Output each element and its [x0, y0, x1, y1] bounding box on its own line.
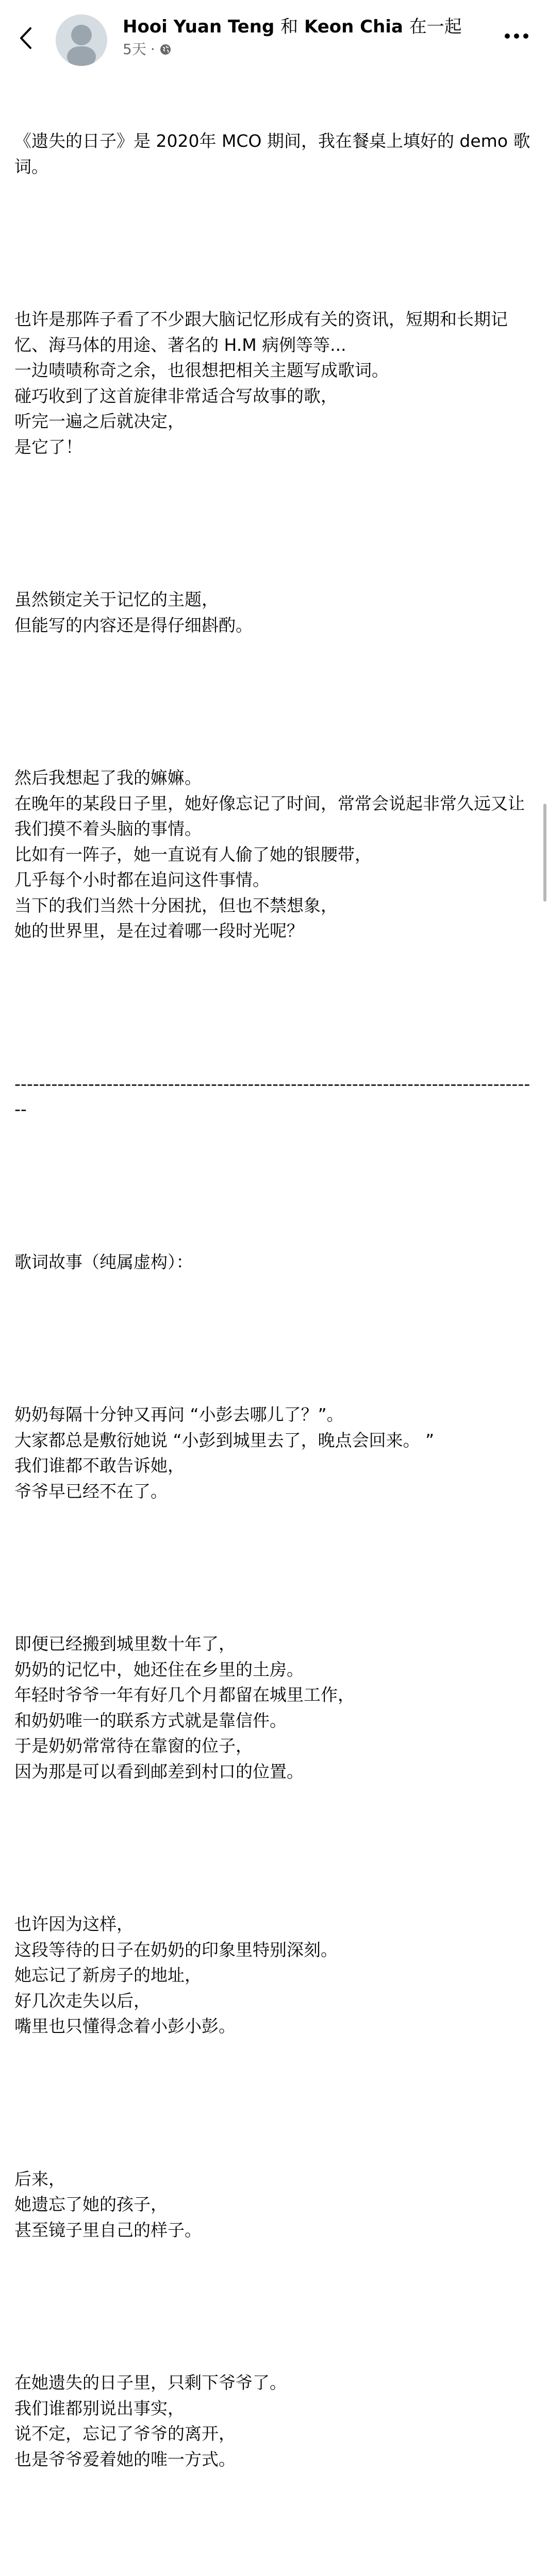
- section-divider: --------------------------------------------------------------------------------------: [14, 1073, 530, 1119]
- paragraph-memory-topic: 也许是那阵子看了不少跟大脑记忆形成有关的资讯，短期和长期记忆、海马体的用途、著名的 H.M 病例等等... 一边啧啧称奇之余，也很想把相关主题写成歌词。 碰巧收到了这首旋律非常适合写故事的歌， 听完一遍之后就决定， 是它了！: [14, 309, 508, 457]
- story-heading: 歌词故事（纯属虚构）：: [14, 1251, 193, 1272]
- author-name-2[interactable]: Keon Chia: [304, 16, 403, 37]
- paragraph-theme: 虽然锁定关于记忆的主题， 但能写的内容还是得仔细斟酌。: [14, 589, 253, 635]
- post-header: [0, 0, 548, 67]
- story-paragraph-3: 也许因为这样， 这段等待的日子在奶奶的印象里特别深刻。 她忘记了新房子的地址， 好几次走失以后， 嘴里也只懂得念着小彭小彭。: [14, 1914, 338, 2036]
- story-paragraph-1: 奶奶每隔十分钟又再问 “小彭去哪儿了？”。 大家都总是敷衍她说 “小彭到城里去了，晚点会回来。 ” 我们谁都不敢告诉她， 爷爷早已经不在了。: [14, 1404, 435, 1501]
- avatar-photo: [56, 14, 107, 66]
- together-text: 在一起: [409, 16, 462, 37]
- author-name-1[interactable]: Hooi Yuan Teng: [123, 16, 275, 37]
- more-dots-icon: [504, 33, 529, 39]
- chevron-left-icon: [19, 27, 32, 49]
- post-authors: [123, 15, 462, 38]
- post-time[interactable]: 5天: [123, 41, 146, 58]
- paragraph-grandma: 然后我想起了我的嫲嫲。 在晚年的某段日子里，她好像忘记了时间，常常会说起非常久远又让我们摸不着头脑的事情。 比如有一阵子，她一直说有人偷了她的银腰带， 几乎每个小时都在追问这件事情。 当下的我们当然十分困扰，但也不禁想象， 她的世界里，是在过着哪一段时光呢？: [14, 768, 525, 941]
- back-button[interactable]: [15, 23, 36, 54]
- meta-dot: ·: [150, 41, 155, 58]
- story-paragraph-5: 在她遗失的日子里，只剩下爷爷了。 我们谁都别说出事实， 说不定，忘记了爷爷的离开， 也是爷爷爱着她的唯一方式。: [14, 2372, 287, 2469]
- post-body: [14, 77, 535, 2576]
- scrollbar[interactable]: [543, 804, 546, 902]
- post-meta: [123, 40, 172, 59]
- and-text: 和: [280, 16, 298, 37]
- globe-icon: [159, 43, 172, 56]
- paragraph-intro: 《遗失的日子》是 2020年 MCO 期间，我在餐桌上填好的 demo 歌词。: [14, 131, 530, 177]
- more-options-button[interactable]: [501, 26, 532, 46]
- avatar[interactable]: [56, 14, 107, 66]
- story-paragraph-2: 即便已经搬到城里数十年了， 奶奶的记忆中，她还住在乡里的土房。 年轻时爷爷一年有好几个月都留在城里工作， 和奶奶唯一的联系方式就是靠信件。 于是奶奶常常待在靠窗的位子， 因为那是可以看到邮差到村口的位置。: [14, 1634, 355, 1782]
- story-paragraph-4: 后来， 她遗忘了她的孩子， 甚至镜子里自己的样子。: [14, 2168, 202, 2240]
